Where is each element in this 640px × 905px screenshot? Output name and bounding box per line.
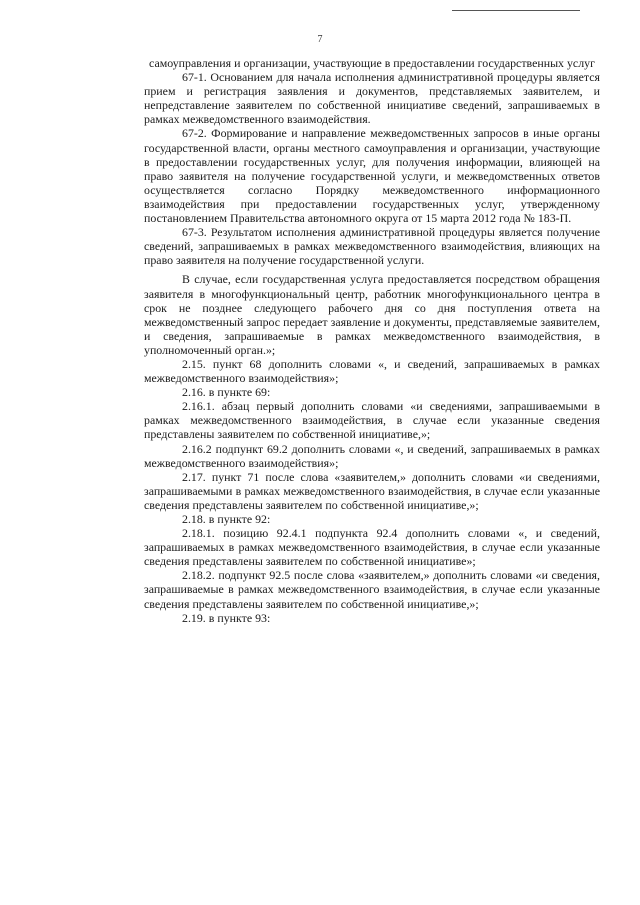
paragraph-2-16-2: 2.16.2 подпункт 69.2 дополнить словами «, и сведений, запрашиваемых в рамках межведомственного взаимодействия»; xyxy=(144,441,600,470)
paragraph-67-2: 67-2. Формирование и направление межведомственных запросов в иные органы государственной власти, органы местного самоуправления и организации, участвующие в предоставлении государственных услуг, для получения информации, влияющей на право заявителя на получение государственной услуги, и межведомственных ответов осуществляется согласно Порядку межведомственного информационного взаимодействия при предоставлении государственных услуг, утвержденному постановлением Правительства автономного округа от 15 марта 2012 года № 183-П. xyxy=(144,126,600,226)
page-number: 7 xyxy=(317,34,323,45)
paragraph-2-18: 2.18. в пункте 92: xyxy=(182,512,271,526)
paragraph-2-19: 2.19. в пункте 93: xyxy=(182,610,271,625)
paragraph-2-18-2: 2.18.2. подпункт 92.5 после слова «заявителем,» дополнить словами «и сведения, запрашиваемые в рамках межведомственного взаимодействия, в случае если указанные сведения представлены заявителем по собственной инициативе,»; xyxy=(144,568,600,611)
paragraph-mfc-case: В случае, если государственная услуга предоставляется посредством обращения заявителя в многофункциональный центр, работник многофункционального центра в срок не позднее следующего рабочего дня со дня поступления ответа на межведомственный запрос передает заявление и документы, представляемые заявителем, и сведения, запрашиваемые в рамках межведомственного взаимодействия, в уполномоченный орган.»; xyxy=(144,272,600,357)
paragraph-2-16-1: 2.16.1. абзац первый дополнить словами «и сведениями, запрашиваемыми в рамках межведомственного взаимодействия, в случае если указанные сведения представлены заявителем по собственной инициативе,»; xyxy=(144,399,600,442)
section-heading: самоуправления и организации, участвующие в предоставлении государственных услуг xyxy=(149,56,595,70)
paragraph-67-1: 67-1. Основанием для начала исполнения административной процедуры является прием и регистрация заявления и документов, представляемых заявителем, и непредставление заявителем по собственной инициативе сведений, запрашиваемых в рамках межведомственного взаимодействия. xyxy=(144,70,600,127)
document-body xyxy=(144,56,600,625)
paragraph-2-15: 2.15. пункт 68 дополнить словами «, и сведений, запрашиваемых в рамках межведомственного взаимодействия»; xyxy=(144,356,600,386)
paragraph-2-17: 2.17. пункт 71 после слова «заявителем,» дополнить словами «и сведениями, запрашиваемыми в рамках межведомственного взаимодействия, в случае если указанные сведения представлены заявителем по собственной инициативе,»; xyxy=(144,469,600,512)
scan-top-line xyxy=(452,10,580,11)
paragraph-2-16: 2.16. в пункте 69: xyxy=(182,385,271,400)
paragraph-2-18-1: 2.18.1. позицию 92.4.1 подпункта 92.4 дополнить словами «, и сведений, запрашиваемых в рамках межведомственного взаимодействия, в случае если указанные сведения представлены заявителем по собственной инициативе»; xyxy=(144,526,600,569)
paragraph-67-3: 67-3. Результатом исполнения административной процедуры является получение сведений, запрашиваемых в рамках межведомственного взаимодействия, влияющих на право заявителя на получение государственной услуги. xyxy=(144,225,600,268)
